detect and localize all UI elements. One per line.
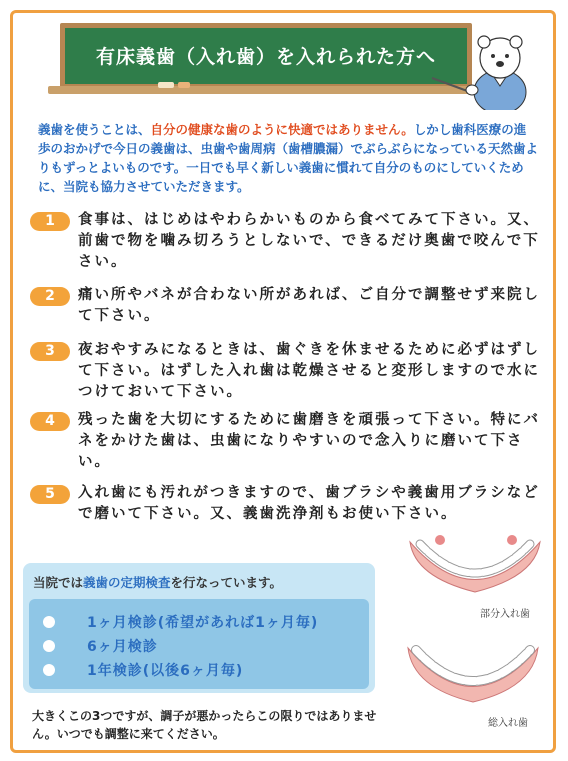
intro-paragraph — [38, 120, 538, 196]
item-text: 食事は、はじめはやわらかいものから食べてみて下さい。又、前歯で物を噛み切ろうとしないで、できるだけ奥歯で咬んで下さい。 — [78, 212, 540, 270]
intro-text: しかし歯科医療の進歩のおかげで今日の義歯は、虫歯や歯周病（歯槽膿漏）でぶらぶらになっている天然歯よりもずっとよいものです。一日でも早く新しい義歯に慣れて自分のものにしていくために、当院も協力させていただきます。 — [38, 122, 539, 194]
intro-text: 義歯を使うことは、 — [38, 122, 151, 137]
item-text: 入れ歯にも汚れがつきますので、歯ブラシや義歯用ブラシなどで磨いて下さい。又、義歯洗浄剤もお使い下さい。 — [78, 485, 540, 522]
partial-denture-caption: 部分入れ歯 — [480, 609, 530, 620]
item-number-badge: 4 — [30, 412, 70, 431]
chalk-piece — [158, 82, 174, 88]
item-number-badge: 2 — [30, 287, 70, 306]
checkup-option — [41, 611, 361, 633]
bullet-dot-icon — [43, 640, 55, 652]
item-number-badge: 1 — [30, 212, 70, 231]
checkup-option-label: 1年検診(以後6ヶ月毎) — [87, 663, 244, 679]
item-text: 痛い所やバネが合わない所があれば、ご自分で調整せず来院して下さい。 — [78, 287, 540, 324]
bullet-dot-icon — [43, 616, 55, 628]
checkup-heading-prefix: 当院では — [33, 575, 84, 590]
checkup-option-label: 6ヶ月検診 — [87, 639, 158, 655]
checkup-option — [41, 659, 361, 681]
full-denture-illustration — [398, 630, 548, 710]
partial-denture-illustration — [400, 522, 550, 602]
chalk-tray — [48, 86, 478, 94]
checkup-heading-suffix: を行なっています。 — [170, 575, 283, 590]
item-number-badge: 5 — [30, 485, 70, 504]
bullet-dot-icon — [43, 664, 55, 676]
item-text: 夜おやすみになるときは、歯ぐきを休ませるために必ずはずして下さい。はずした入れ歯は乾燥させると変形しますので水につけておいて下さい。 — [78, 342, 540, 400]
intro-highlight: 自分の健康な歯のように快適ではありません。 — [150, 122, 414, 137]
bear-teacher-illustration — [430, 30, 540, 110]
checkup-option-label: 1ヶ月検診(希望があれば1ヶ月毎) — [87, 615, 319, 631]
full-denture-caption: 総入れ歯 — [488, 718, 528, 729]
item-number-badge: 3 — [30, 342, 70, 361]
checkup-options-list — [29, 599, 369, 689]
checkup-heading-highlight: 義歯の定期検査 — [83, 575, 171, 590]
checkup-heading — [33, 573, 282, 591]
chalk-piece — [178, 82, 190, 88]
checkup-option — [41, 635, 361, 657]
page-title: 有床義歯（入れ歯）を入れられた方へ — [95, 46, 436, 68]
chalkboard-header — [60, 23, 472, 89]
item-text: 残った歯を大切にするために歯磨きを頑張って下さい。特にバネをかけた歯は、虫歯になりやすいので念入りに磨いて下さい。 — [78, 412, 540, 470]
footer-note: 大きくこの3つですが、調子が悪かったらこの限りではありません。いつでも調整に来てください。 — [32, 709, 377, 741]
checkup-box — [23, 563, 375, 693]
